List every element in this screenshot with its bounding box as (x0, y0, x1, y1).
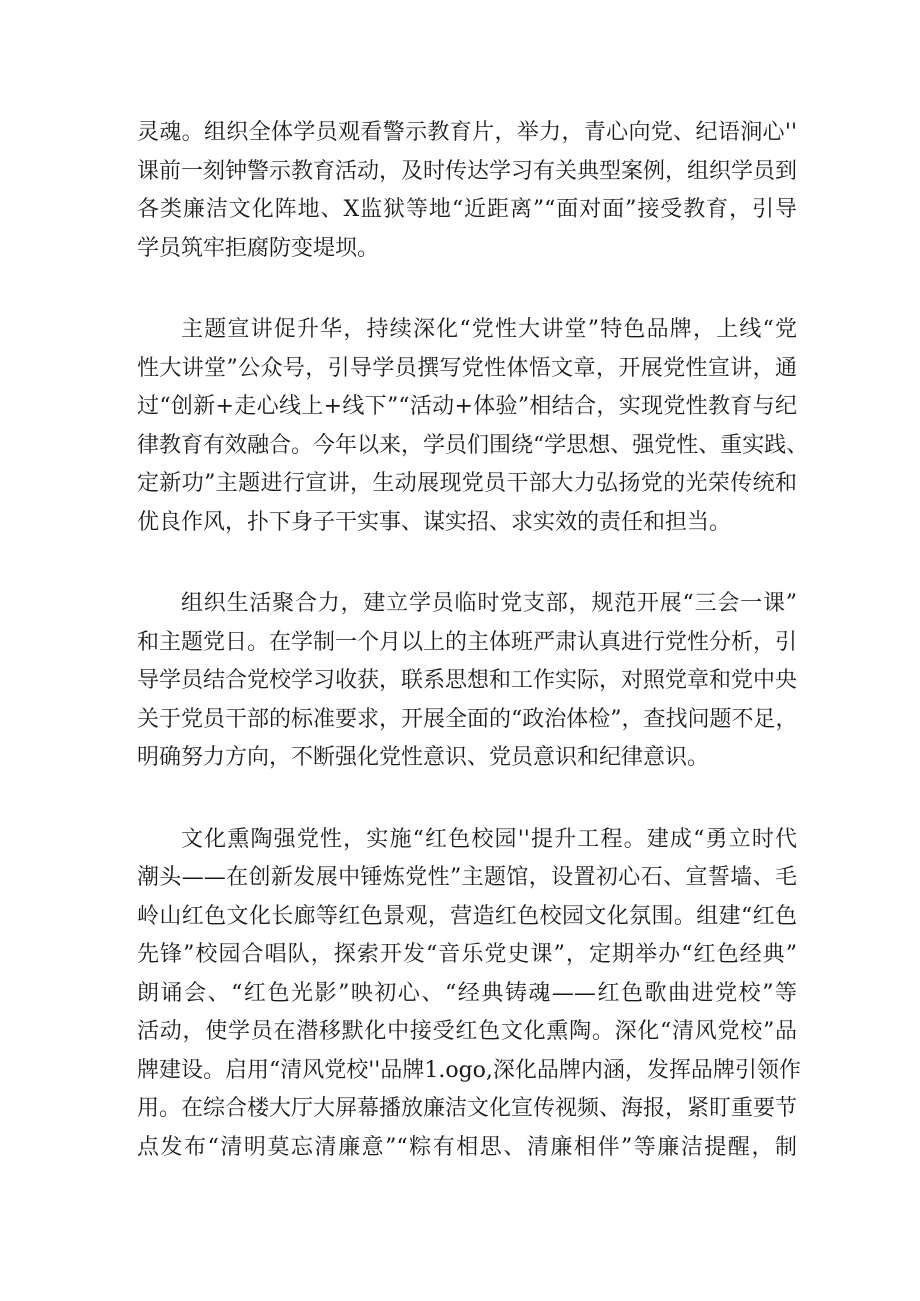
document-body (137, 114, 809, 1167)
text-line: 律教育有效融合。今年以来，学员们围绕“学思想、强党性、重实践、 (137, 432, 809, 458)
text-line: 潮头——在创新发展中锤炼党性”主题馆，设置初心石、宣誓墙、毛 (137, 865, 797, 890)
paragraph-3 (137, 585, 797, 778)
paragraph-4 (137, 821, 801, 1168)
text-line: 学员筑牢拒腐防变堤坝。 (137, 235, 380, 261)
text-line: 点发布“清明莫忘清廉意”“粽有相思、清廉相伴”等廉洁提醒，制 (137, 1134, 797, 1160)
text-line: 文化熏陶强党性，实施“红色校园''提升工程。建成“勇立时代 (181, 826, 797, 852)
paragraph-2 (137, 311, 809, 542)
text-line: 优良作风，扑下身子干实事、谋实招、求实效的责任和担当。 (137, 509, 732, 535)
text-line: 定新功”主题进行宣讲，生动展现党员干部大力弘扬党的光荣传统和 (137, 471, 797, 496)
text-line: 关于党员干部的标准要求，开展全面的“政治体检”，查找问题不足， (137, 706, 798, 732)
paragraph-1 (137, 114, 797, 268)
text-line: 活动，使学员在潜移默化中接受红色文化熏陶。深化“清风党校”品 (137, 1019, 797, 1044)
text-line: 明确努力方向，不断强化党性意识、党员意识和纪律意识。 (137, 745, 710, 770)
text-line: 性大讲堂”公众号，引导学员撰写党性体悟文章，开展党性宣讲，通 (137, 355, 797, 381)
text-line: 课前一刻钟警示教育活动，及时传达学习有关典型案例，组织学员到 (137, 158, 798, 184)
text-line: 朗诵会、“红色光影”映初心、“经典铸魂——红色歌曲进党校”等 (137, 980, 797, 1006)
text-line: 牌建设。启用“清风党校''品牌1.ogo,深化品牌内涵，发挥品牌引领作 (137, 1057, 801, 1083)
text-line: 组织生活聚合力，建立学员临时党支部，规范开展“三会一课” (181, 591, 797, 616)
text-line: 岭山红色文化长廊等红色景观，营造红色校园文化氛围。组建“红色 (137, 903, 797, 929)
text-line: 导学员结合党校学习收获，联系思想和工作实际，对照党章和党中央 (137, 668, 798, 693)
text-line: 过“创新+走心线上+线下”“活动+体验”相结合，实现党性教育与纪 (137, 394, 797, 419)
text-line: 灵魂。组织全体学员观看警示教育片，举力，青心向党、纪语涧心'' (137, 120, 797, 145)
text-line: 用。在综合楼大厅大屏幕播放廉洁文化宣传视频、海报，紧盯重要节 (137, 1096, 798, 1121)
text-line: 先锋”校园合唱队，探索开发“音乐党史课”，定期举办“红色经典” (137, 942, 797, 967)
text-line: 主题宣讲促升华，持续深化“党性大讲堂”特色品牌，上线“党 (181, 317, 797, 342)
text-line: 各类廉洁文化阵地、X监狱等地“近距离”“面对面”接受教育，引导 (137, 197, 797, 222)
text-line: 和主题党日。在学制一个月以上的主体班严肃认真进行党性分析，引 (137, 629, 798, 655)
